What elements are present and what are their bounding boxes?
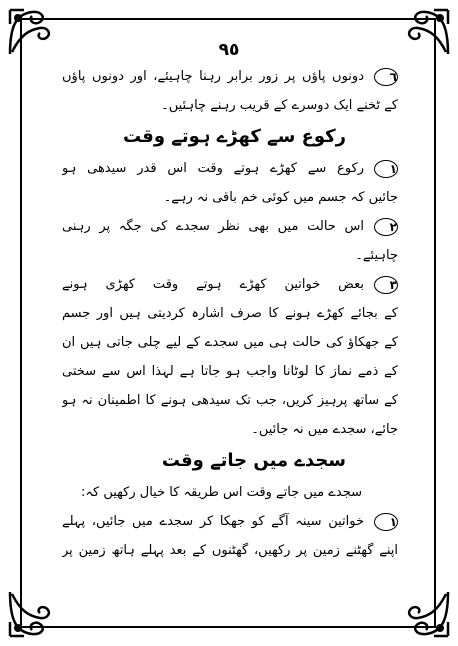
section-heading: رکوع سے کھڑے ہوتے وقت xyxy=(123,126,346,147)
item-number-badge: ١ xyxy=(374,513,398,531)
text-line: ٦دونوں پاؤں پر زور برابر رہنا چاہیئے، اور دونوں پاؤں xyxy=(62,69,397,84)
text-line: کے بجائے کھڑے ہونے کا صرف اشارہ کردیتی ہیں اور جسم xyxy=(62,306,398,321)
text-line: ١رکوع سے کھڑے ہوتے وقت اس قدر سیدھی ہو xyxy=(62,161,397,176)
text-line: چاہیئے۔ xyxy=(355,248,398,263)
text-line: سجدے میں جاتے وقت اس طریقہ کا خیال رکھیں کہ: xyxy=(81,485,362,500)
text-line: کے جھکاؤ کی حالت ہی میں سجدے کے لیے چلی جاتی ہیں ان xyxy=(62,335,398,350)
text-line: جائے، سجدے میں نہ جائیں۔ xyxy=(251,422,398,437)
item-number-badge: ٣ xyxy=(374,276,398,294)
section-heading: سجدے میں جاتے وقت xyxy=(161,450,346,471)
page-content xyxy=(62,62,398,565)
text-line: کے ٹخنے ایک دوسرے کے قریب رہنے چاہئیں۔ xyxy=(161,98,398,113)
corner-ornament-bottom-right xyxy=(400,588,452,640)
item-number-badge: ٦ xyxy=(374,68,398,86)
text-line: کے ساتھ پرہیز کریں، جب تک سیدھی ہونے کا اطمینان نہ ہو xyxy=(62,393,398,408)
item-number-badge: ١ xyxy=(374,160,398,178)
text-line: ٢اس حالت میں بھی نظر سجدے کی جگہ پر رہنی xyxy=(62,219,397,234)
page-number: ٩٥ xyxy=(218,40,240,60)
text-line: ١خواتین سینہ آگے کو جھکا کر سجدے میں جائیں، پہلے xyxy=(62,514,397,529)
corner-ornament-bottom-left xyxy=(6,588,58,640)
text-line: اپنے گھٹنے زمین پر رکھیں، گھٹنوں کے بعد پہلے ہاتھ زمین پر xyxy=(62,543,398,558)
text-line: جائیں کہ جسم میں کوئی خم باقی نہ رہے۔ xyxy=(163,190,398,205)
item-number-badge: ٢ xyxy=(374,218,398,236)
text-line: ٣بعض خواتین کھڑے ہوتے وقت کھڑی ہونے xyxy=(62,277,397,292)
text-line: کے ذمے نماز کا لوٹانا واجب ہو جاتا ہے لہذا اس سے سختی xyxy=(62,364,398,379)
